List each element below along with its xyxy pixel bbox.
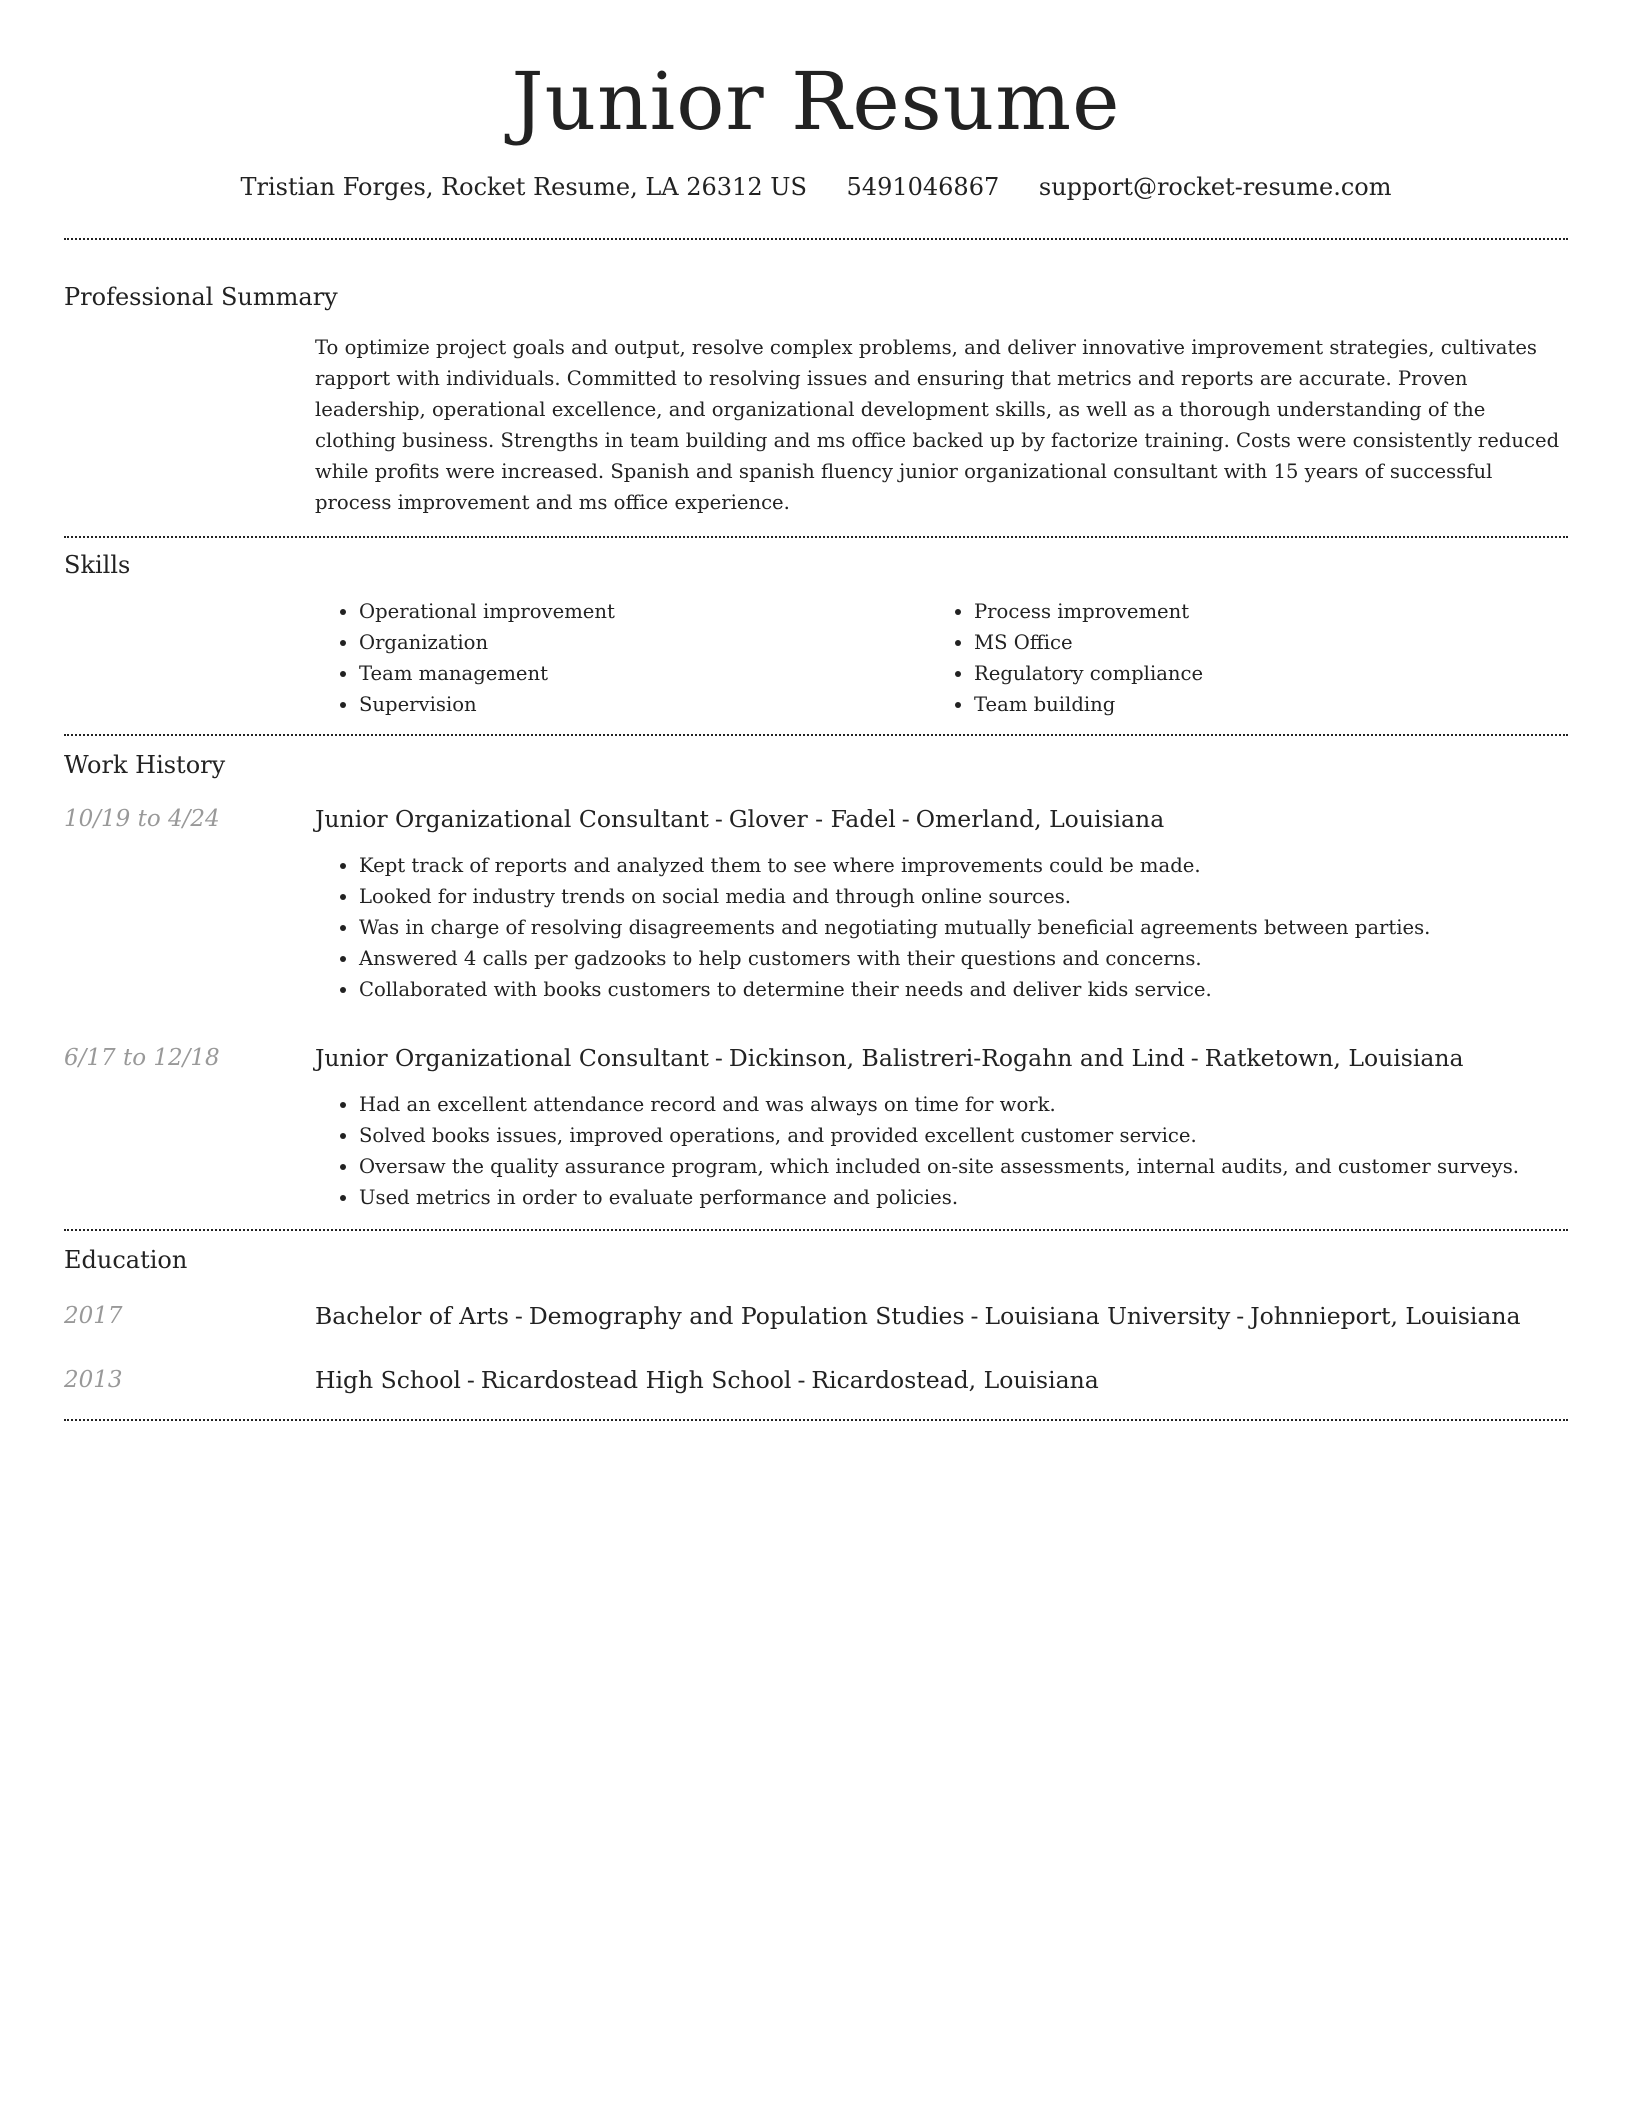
skill-item: • Operational improvement: [359, 596, 930, 627]
job-content: [315, 1041, 1568, 1213]
job-bullet: • Was in charge of resolving disagreements and negotiating mutually beneficial agreements between parties.: [359, 912, 1568, 943]
summary-section: [64, 280, 1568, 518]
separator: -: [514, 1302, 523, 1330]
work-section: [64, 748, 1568, 1229]
job-company: Dickinson, Balistreri-Rogahn and Lind: [728, 1044, 1185, 1072]
education-degree: High School: [315, 1366, 461, 1394]
summary-text: To optimize project goals and output, resolve complex problems, and deliver innovative improvement strategies, cultivates rapport with individuals. Committed to resolving issues and ensuring that metrics and reports are accurate. Proven leadership, operational excellence, and organizational development skills, as well as a thorough understanding of the clothing business. Strengths in team building and ms office backed up by factorize training. Costs were consistently reduced while profits were increased. Spanish and spanish fluency junior organizational consultant with 15 years of successful process improvement and ms office experience.: [315, 336, 1560, 514]
skills-section: [64, 548, 1568, 720]
contact-address: Tristian Forges, Rocket Resume, LA 26312 US: [240, 173, 807, 201]
separator: -: [1190, 1044, 1199, 1072]
education-school: Louisiana University: [984, 1302, 1231, 1330]
education-heading: [315, 1299, 1521, 1333]
skill-item: • Supervision: [359, 689, 930, 720]
job-bullet: • Had an excellent attendance record and was always on time for work.: [359, 1089, 1568, 1120]
job-location: Ratketown, Louisiana: [1204, 1044, 1464, 1072]
separator: -: [466, 1366, 475, 1394]
job-dates: 10/19 to 4/24: [64, 806, 220, 832]
skills-column-right: [930, 596, 1545, 720]
job-content: [315, 802, 1568, 1005]
divider: [64, 536, 1568, 538]
skill-item: • Team building: [974, 689, 1545, 720]
job-location: Omerland, Louisiana: [915, 805, 1165, 833]
education-heading: [315, 1363, 1099, 1397]
education-section: [64, 1243, 1568, 1419]
education-school: Ricardostead High School: [480, 1366, 792, 1394]
education-location: Johnnieport, Louisiana: [1250, 1302, 1521, 1330]
contact-line: [64, 170, 1568, 204]
separator: -: [1236, 1302, 1245, 1330]
job-bullet: • Collaborated with books customers to determine their needs and deliver kids service.: [359, 974, 1568, 1005]
divider: [64, 1229, 1568, 1231]
education-degree: Bachelor of Arts: [315, 1302, 509, 1330]
job-company: Glover - Fadel: [728, 805, 896, 833]
education-entry: [64, 1299, 1568, 1333]
job-bullet: • Looked for industry trends on social media and through online sources.: [359, 881, 1568, 912]
education-year: 2013: [64, 1367, 123, 1393]
job-bullet: • Answered 4 calls per gadzooks to help customers with their questions and concerns.: [359, 943, 1568, 974]
skill-item: • Team management: [359, 658, 930, 689]
section-title-summary: Professional Summary: [64, 283, 338, 311]
education-field: Demography and Population Studies: [528, 1302, 965, 1330]
job-bullet: • Oversaw the quality assurance program, which included on-site assessments, internal audits, and customer surveys.: [359, 1151, 1568, 1182]
job-dates: 6/17 to 12/18: [64, 1045, 220, 1071]
job-entry: [64, 1041, 1568, 1213]
resume-name: Junior Resume: [511, 55, 1121, 148]
skill-item: • Organization: [359, 627, 930, 658]
separator: -: [901, 805, 910, 833]
skill-item: • MS Office: [974, 627, 1545, 658]
section-title-skills: Skills: [64, 551, 131, 579]
job-entry: [64, 802, 1568, 1005]
divider: [64, 1419, 1568, 1421]
job-bullets: [315, 850, 1568, 1005]
job-heading: [315, 1041, 1568, 1075]
skills-grid: [315, 596, 1568, 720]
job-bullets: [315, 1089, 1568, 1213]
job-bullet: • Kept track of reports and analyzed them to see where improvements could be made.: [359, 850, 1568, 881]
section-title-education: Education: [64, 1246, 188, 1274]
separator: -: [714, 1044, 723, 1072]
divider: [64, 238, 1568, 240]
job-heading: [315, 802, 1568, 836]
education-year: 2017: [64, 1303, 123, 1329]
resume-page: [64, 0, 1568, 1421]
skill-item: • Regulatory compliance: [974, 658, 1545, 689]
job-role: Junior Organizational Consultant: [315, 1044, 709, 1072]
education-entry: [64, 1363, 1568, 1397]
separator: -: [970, 1302, 979, 1330]
section-title-work: Work History: [64, 751, 226, 779]
skills-column-left: [315, 596, 930, 720]
job-bullet: • Solved books issues, improved operations, and provided excellent customer service.: [359, 1120, 1568, 1151]
separator: -: [714, 805, 723, 833]
skill-item: • Process improvement: [974, 596, 1545, 627]
education-location: Ricardostead, Louisiana: [811, 1366, 1099, 1394]
contact-phone: 5491046867: [846, 173, 1000, 201]
job-bullet: • Used metrics in order to evaluate performance and policies.: [359, 1182, 1568, 1213]
separator: -: [797, 1366, 806, 1394]
divider: [64, 734, 1568, 736]
job-role: Junior Organizational Consultant: [315, 805, 709, 833]
contact-email: support@rocket-resume.com: [1038, 173, 1392, 201]
